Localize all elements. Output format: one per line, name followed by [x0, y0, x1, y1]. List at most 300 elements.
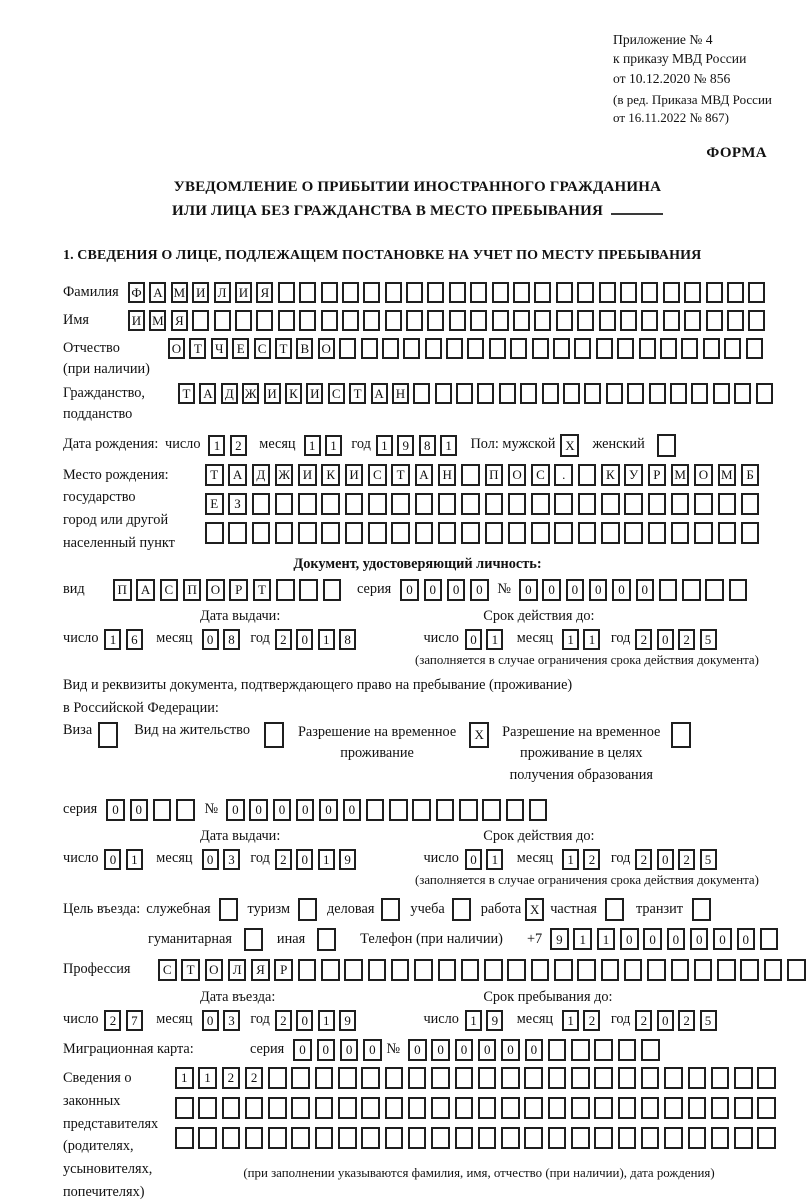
- char-cell[interactable]: Р: [648, 464, 667, 486]
- char-cell[interactable]: [461, 522, 480, 544]
- char-cell[interactable]: [435, 383, 452, 404]
- char-cell[interactable]: [268, 1067, 287, 1089]
- char-cell[interactable]: [705, 579, 724, 601]
- char-cell[interactable]: Л: [214, 282, 231, 303]
- char-cell[interactable]: 0: [340, 1039, 359, 1061]
- char-cell[interactable]: [455, 1127, 474, 1149]
- char-cell[interactable]: 1: [465, 1010, 482, 1031]
- char-cell[interactable]: [599, 282, 616, 303]
- char-cell[interactable]: [688, 1097, 707, 1119]
- char-cell[interactable]: [485, 493, 504, 515]
- char-cell[interactable]: 0: [620, 928, 639, 950]
- char-cell[interactable]: [459, 799, 478, 821]
- char-cell[interactable]: С: [368, 464, 387, 486]
- char-cell[interactable]: 0: [667, 928, 686, 950]
- char-cell[interactable]: 0: [363, 1039, 382, 1061]
- char-cell[interactable]: Д: [252, 464, 271, 486]
- char-cell[interactable]: Т: [275, 338, 292, 359]
- char-cell[interactable]: [513, 282, 530, 303]
- char-cell[interactable]: .: [554, 464, 573, 486]
- char-cell[interactable]: [688, 1127, 707, 1149]
- char-cell[interactable]: [757, 1067, 776, 1089]
- char-cell[interactable]: [413, 383, 430, 404]
- char-cell[interactable]: [764, 959, 783, 981]
- char-cell[interactable]: [438, 522, 457, 544]
- char-cell[interactable]: [385, 1097, 404, 1119]
- char-cell[interactable]: 0: [431, 1039, 450, 1061]
- char-cell[interactable]: [647, 959, 666, 981]
- char-cell[interactable]: [385, 310, 402, 331]
- char-cell[interactable]: [436, 799, 455, 821]
- char-cell[interactable]: 0: [690, 928, 709, 950]
- char-cell[interactable]: 3: [223, 1010, 240, 1031]
- char-cell[interactable]: [315, 1067, 334, 1089]
- char-cell[interactable]: [510, 338, 527, 359]
- char-cell[interactable]: [317, 928, 336, 951]
- char-cell[interactable]: [492, 282, 509, 303]
- char-cell[interactable]: [344, 959, 363, 981]
- char-cell[interactable]: [408, 1067, 427, 1089]
- char-cell[interactable]: [670, 383, 687, 404]
- char-cell[interactable]: 0: [713, 928, 732, 950]
- char-cell[interactable]: [577, 310, 594, 331]
- char-cell[interactable]: [408, 1127, 427, 1149]
- char-cell[interactable]: П: [485, 464, 504, 486]
- char-cell[interactable]: [618, 1039, 637, 1061]
- char-cell[interactable]: 1: [318, 1010, 335, 1031]
- char-cell[interactable]: М: [171, 282, 188, 303]
- char-cell[interactable]: [671, 493, 690, 515]
- char-cell[interactable]: [264, 722, 284, 748]
- char-cell[interactable]: 9: [486, 1010, 503, 1031]
- char-cell[interactable]: 8: [339, 629, 356, 650]
- char-cell[interactable]: [455, 1067, 474, 1089]
- char-cell[interactable]: 2: [104, 1010, 121, 1031]
- char-cell[interactable]: [298, 522, 317, 544]
- char-cell[interactable]: [682, 579, 701, 601]
- char-cell[interactable]: [198, 1097, 217, 1119]
- char-cell[interactable]: [624, 493, 643, 515]
- char-cell[interactable]: 0: [296, 1010, 313, 1031]
- char-cell[interactable]: [508, 522, 527, 544]
- char-cell[interactable]: С: [254, 338, 271, 359]
- char-cell[interactable]: 1: [562, 629, 579, 650]
- char-cell[interactable]: [205, 522, 224, 544]
- char-cell[interactable]: [299, 282, 316, 303]
- char-cell[interactable]: [664, 1097, 683, 1119]
- char-cell[interactable]: [153, 799, 172, 821]
- char-cell[interactable]: [694, 959, 713, 981]
- char-cell[interactable]: А: [149, 282, 166, 303]
- char-cell[interactable]: 0: [202, 629, 219, 650]
- char-cell[interactable]: [98, 722, 118, 748]
- char-cell[interactable]: [703, 338, 720, 359]
- char-cell[interactable]: И: [306, 383, 323, 404]
- char-cell[interactable]: [361, 1097, 380, 1119]
- char-cell[interactable]: [176, 799, 195, 821]
- char-cell[interactable]: Е: [205, 493, 224, 515]
- char-cell[interactable]: [382, 338, 399, 359]
- char-cell[interactable]: [508, 493, 527, 515]
- char-cell[interactable]: 2: [678, 629, 695, 650]
- char-cell[interactable]: Т: [349, 383, 366, 404]
- char-cell[interactable]: [601, 959, 620, 981]
- char-cell[interactable]: [692, 898, 711, 921]
- char-cell[interactable]: [214, 310, 231, 331]
- char-cell[interactable]: 8: [419, 435, 436, 456]
- char-cell[interactable]: 1: [562, 1010, 579, 1031]
- char-cell[interactable]: [438, 493, 457, 515]
- char-cell[interactable]: 1: [318, 849, 335, 870]
- char-cell[interactable]: [757, 1097, 776, 1119]
- char-cell[interactable]: [478, 1067, 497, 1089]
- char-cell[interactable]: Т: [178, 383, 195, 404]
- char-cell[interactable]: 0: [657, 629, 674, 650]
- char-cell[interactable]: [534, 282, 551, 303]
- char-cell[interactable]: [291, 1127, 310, 1149]
- char-cell[interactable]: [648, 522, 667, 544]
- char-cell[interactable]: [219, 898, 238, 921]
- char-cell[interactable]: [412, 799, 431, 821]
- char-cell[interactable]: [548, 1127, 567, 1149]
- char-cell[interactable]: А: [228, 464, 247, 486]
- char-cell[interactable]: 0: [408, 1039, 427, 1061]
- char-cell[interactable]: [321, 522, 340, 544]
- char-cell[interactable]: [694, 493, 713, 515]
- char-cell[interactable]: 2: [635, 849, 652, 870]
- char-cell[interactable]: [605, 898, 624, 921]
- char-cell[interactable]: 0: [737, 928, 756, 950]
- char-cell[interactable]: [425, 338, 442, 359]
- char-cell[interactable]: [748, 310, 765, 331]
- char-cell[interactable]: И: [235, 282, 252, 303]
- char-cell[interactable]: [449, 310, 466, 331]
- char-cell[interactable]: 9: [397, 435, 414, 456]
- char-cell[interactable]: [554, 493, 573, 515]
- char-cell[interactable]: Т: [205, 464, 224, 486]
- char-cell[interactable]: [338, 1097, 357, 1119]
- char-cell[interactable]: [641, 282, 658, 303]
- char-cell[interactable]: 0: [525, 1039, 544, 1061]
- char-cell[interactable]: И: [345, 464, 364, 486]
- char-cell[interactable]: [618, 1097, 637, 1119]
- char-cell[interactable]: [391, 522, 410, 544]
- char-cell[interactable]: [706, 282, 723, 303]
- char-cell[interactable]: 9: [339, 849, 356, 870]
- char-cell[interactable]: 0: [273, 799, 292, 821]
- char-cell[interactable]: [531, 493, 550, 515]
- char-cell[interactable]: [671, 522, 690, 544]
- char-cell[interactable]: 6: [126, 629, 143, 650]
- char-cell[interactable]: [415, 522, 434, 544]
- char-cell[interactable]: [467, 338, 484, 359]
- char-cell[interactable]: [175, 1097, 194, 1119]
- char-cell[interactable]: 5: [700, 629, 717, 650]
- char-cell[interactable]: [513, 310, 530, 331]
- char-cell[interactable]: 0: [612, 579, 631, 601]
- char-cell[interactable]: 0: [519, 579, 538, 601]
- char-cell[interactable]: [556, 310, 573, 331]
- char-cell[interactable]: [368, 493, 387, 515]
- char-cell[interactable]: [734, 1067, 753, 1089]
- char-cell[interactable]: Я: [171, 310, 188, 331]
- char-cell[interactable]: [338, 1127, 357, 1149]
- char-cell[interactable]: [627, 383, 644, 404]
- char-cell[interactable]: 0: [202, 849, 219, 870]
- char-cell[interactable]: [734, 1127, 753, 1149]
- char-cell[interactable]: 0: [400, 579, 419, 601]
- char-cell[interactable]: С: [328, 383, 345, 404]
- char-cell[interactable]: И: [264, 383, 281, 404]
- char-cell[interactable]: [641, 1097, 660, 1119]
- char-cell[interactable]: О: [206, 579, 225, 601]
- char-cell[interactable]: [664, 1067, 683, 1089]
- char-cell[interactable]: [681, 338, 698, 359]
- char-cell[interactable]: X: [469, 722, 489, 748]
- char-cell[interactable]: 2: [678, 849, 695, 870]
- char-cell[interactable]: X: [525, 898, 544, 921]
- char-cell[interactable]: [599, 310, 616, 331]
- char-cell[interactable]: 7: [126, 1010, 143, 1031]
- char-cell[interactable]: 1: [104, 629, 121, 650]
- char-cell[interactable]: С: [160, 579, 179, 601]
- char-cell[interactable]: [415, 493, 434, 515]
- char-cell[interactable]: [601, 522, 620, 544]
- char-cell[interactable]: [578, 522, 597, 544]
- char-cell[interactable]: [492, 310, 509, 331]
- char-cell[interactable]: [431, 1097, 450, 1119]
- char-cell[interactable]: [198, 1127, 217, 1149]
- char-cell[interactable]: [368, 522, 387, 544]
- char-cell[interactable]: [624, 522, 643, 544]
- char-cell[interactable]: [620, 282, 637, 303]
- char-cell[interactable]: 0: [226, 799, 245, 821]
- char-cell[interactable]: А: [415, 464, 434, 486]
- char-cell[interactable]: 0: [566, 579, 585, 601]
- char-cell[interactable]: [740, 959, 759, 981]
- char-cell[interactable]: Т: [253, 579, 272, 601]
- char-cell[interactable]: 1: [198, 1067, 217, 1089]
- char-cell[interactable]: [175, 1127, 194, 1149]
- char-cell[interactable]: [649, 383, 666, 404]
- char-cell[interactable]: 0: [202, 1010, 219, 1031]
- char-cell[interactable]: А: [371, 383, 388, 404]
- char-cell[interactable]: Т: [189, 338, 206, 359]
- char-cell[interactable]: Т: [391, 464, 410, 486]
- char-cell[interactable]: [657, 434, 676, 457]
- char-cell[interactable]: [507, 959, 526, 981]
- char-cell[interactable]: [548, 1067, 567, 1089]
- char-cell[interactable]: [408, 1097, 427, 1119]
- char-cell[interactable]: [222, 1097, 241, 1119]
- char-cell[interactable]: 0: [104, 849, 121, 870]
- char-cell[interactable]: [385, 282, 402, 303]
- char-cell[interactable]: [542, 383, 559, 404]
- char-cell[interactable]: [385, 1067, 404, 1089]
- char-cell[interactable]: [449, 282, 466, 303]
- char-cell[interactable]: [571, 1097, 590, 1119]
- char-cell[interactable]: 1: [325, 435, 342, 456]
- char-cell[interactable]: [663, 310, 680, 331]
- char-cell[interactable]: [711, 1097, 730, 1119]
- char-cell[interactable]: 1: [376, 435, 393, 456]
- char-cell[interactable]: [671, 959, 690, 981]
- char-cell[interactable]: Б: [741, 464, 760, 486]
- char-cell[interactable]: 1: [486, 629, 503, 650]
- char-cell[interactable]: [577, 959, 596, 981]
- char-cell[interactable]: [278, 310, 295, 331]
- char-cell[interactable]: [663, 282, 680, 303]
- char-cell[interactable]: 1: [304, 435, 321, 456]
- char-cell[interactable]: [578, 464, 597, 486]
- char-cell[interactable]: [244, 928, 263, 951]
- char-cell[interactable]: С: [158, 959, 177, 981]
- char-cell[interactable]: Ч: [211, 338, 228, 359]
- char-cell[interactable]: [268, 1097, 287, 1119]
- char-cell[interactable]: [641, 310, 658, 331]
- char-cell[interactable]: [228, 522, 247, 544]
- char-cell[interactable]: [431, 1127, 450, 1149]
- char-cell[interactable]: [571, 1127, 590, 1149]
- char-cell[interactable]: [406, 310, 423, 331]
- char-cell[interactable]: З: [228, 493, 247, 515]
- char-cell[interactable]: У: [624, 464, 643, 486]
- char-cell[interactable]: [291, 1097, 310, 1119]
- char-cell[interactable]: [694, 522, 713, 544]
- char-cell[interactable]: [641, 1039, 660, 1061]
- char-cell[interactable]: [499, 383, 516, 404]
- char-cell[interactable]: [711, 1067, 730, 1089]
- char-cell[interactable]: 2: [245, 1067, 264, 1089]
- char-cell[interactable]: Ф: [128, 282, 145, 303]
- char-cell[interactable]: Д: [221, 383, 238, 404]
- char-cell[interactable]: [734, 1097, 753, 1119]
- char-cell[interactable]: [532, 338, 549, 359]
- char-cell[interactable]: [414, 959, 433, 981]
- char-cell[interactable]: [734, 383, 751, 404]
- char-cell[interactable]: [298, 898, 317, 921]
- char-cell[interactable]: [548, 1097, 567, 1119]
- char-cell[interactable]: О: [168, 338, 185, 359]
- char-cell[interactable]: [321, 310, 338, 331]
- char-cell[interactable]: 0: [293, 1039, 312, 1061]
- char-cell[interactable]: [452, 898, 471, 921]
- char-cell[interactable]: [391, 493, 410, 515]
- char-cell[interactable]: 2: [275, 629, 292, 650]
- char-cell[interactable]: [278, 282, 295, 303]
- char-cell[interactable]: 0: [424, 579, 443, 601]
- char-cell[interactable]: 2: [275, 849, 292, 870]
- char-cell[interactable]: [256, 310, 273, 331]
- char-cell[interactable]: 1: [175, 1067, 194, 1089]
- char-cell[interactable]: [501, 1127, 520, 1149]
- char-cell[interactable]: [276, 579, 295, 601]
- char-cell[interactable]: 2: [230, 435, 247, 456]
- char-cell[interactable]: [574, 338, 591, 359]
- char-cell[interactable]: [594, 1097, 613, 1119]
- char-cell[interactable]: [659, 579, 678, 601]
- char-cell[interactable]: [594, 1067, 613, 1089]
- char-cell[interactable]: Т: [181, 959, 200, 981]
- char-cell[interactable]: 2: [678, 1010, 695, 1031]
- char-cell[interactable]: [529, 799, 548, 821]
- char-cell[interactable]: 2: [275, 1010, 292, 1031]
- char-cell[interactable]: 1: [573, 928, 592, 950]
- char-cell[interactable]: [315, 1097, 334, 1119]
- char-cell[interactable]: [192, 310, 209, 331]
- char-cell[interactable]: [756, 383, 773, 404]
- char-cell[interactable]: [368, 959, 387, 981]
- char-cell[interactable]: [727, 282, 744, 303]
- char-cell[interactable]: М: [718, 464, 737, 486]
- char-cell[interactable]: 1: [486, 849, 503, 870]
- char-cell[interactable]: [403, 338, 420, 359]
- char-cell[interactable]: О: [318, 338, 335, 359]
- char-cell[interactable]: [366, 799, 385, 821]
- char-cell[interactable]: [291, 1067, 310, 1089]
- char-cell[interactable]: [641, 1127, 660, 1149]
- char-cell[interactable]: [482, 799, 501, 821]
- char-cell[interactable]: [461, 493, 480, 515]
- char-cell[interactable]: 5: [700, 849, 717, 870]
- char-cell[interactable]: [456, 383, 473, 404]
- char-cell[interactable]: [252, 522, 271, 544]
- char-cell[interactable]: [501, 1097, 520, 1119]
- char-cell[interactable]: [345, 522, 364, 544]
- char-cell[interactable]: О: [508, 464, 527, 486]
- char-cell[interactable]: [361, 1127, 380, 1149]
- char-cell[interactable]: [323, 579, 342, 601]
- char-cell[interactable]: 1: [208, 435, 225, 456]
- char-cell[interactable]: [578, 493, 597, 515]
- char-cell[interactable]: [385, 1127, 404, 1149]
- char-cell[interactable]: [691, 383, 708, 404]
- char-cell[interactable]: [617, 338, 634, 359]
- char-cell[interactable]: [506, 799, 525, 821]
- char-cell[interactable]: [363, 282, 380, 303]
- char-cell[interactable]: [461, 464, 480, 486]
- char-cell[interactable]: [718, 522, 737, 544]
- char-cell[interactable]: 2: [222, 1067, 241, 1089]
- char-cell[interactable]: 2: [583, 849, 600, 870]
- char-cell[interactable]: [718, 493, 737, 515]
- char-cell[interactable]: М: [671, 464, 690, 486]
- char-cell[interactable]: 0: [542, 579, 561, 601]
- char-cell[interactable]: [389, 799, 408, 821]
- char-cell[interactable]: [299, 579, 318, 601]
- char-cell[interactable]: X: [560, 434, 579, 457]
- char-cell[interactable]: [501, 1067, 520, 1089]
- char-cell[interactable]: [711, 1127, 730, 1149]
- char-cell[interactable]: Я: [251, 959, 270, 981]
- char-cell[interactable]: [618, 1127, 637, 1149]
- char-cell[interactable]: [489, 338, 506, 359]
- char-cell[interactable]: [245, 1127, 264, 1149]
- char-cell[interactable]: [596, 338, 613, 359]
- char-cell[interactable]: Н: [392, 383, 409, 404]
- char-cell[interactable]: [235, 310, 252, 331]
- char-cell[interactable]: [438, 959, 457, 981]
- char-cell[interactable]: 2: [583, 1010, 600, 1031]
- char-cell[interactable]: [431, 1067, 450, 1089]
- char-cell[interactable]: [729, 579, 748, 601]
- char-cell[interactable]: С: [531, 464, 550, 486]
- char-cell[interactable]: 1: [562, 849, 579, 870]
- char-cell[interactable]: [741, 493, 760, 515]
- char-cell[interactable]: Е: [232, 338, 249, 359]
- char-cell[interactable]: 8: [223, 629, 240, 650]
- char-cell[interactable]: 1: [126, 849, 143, 870]
